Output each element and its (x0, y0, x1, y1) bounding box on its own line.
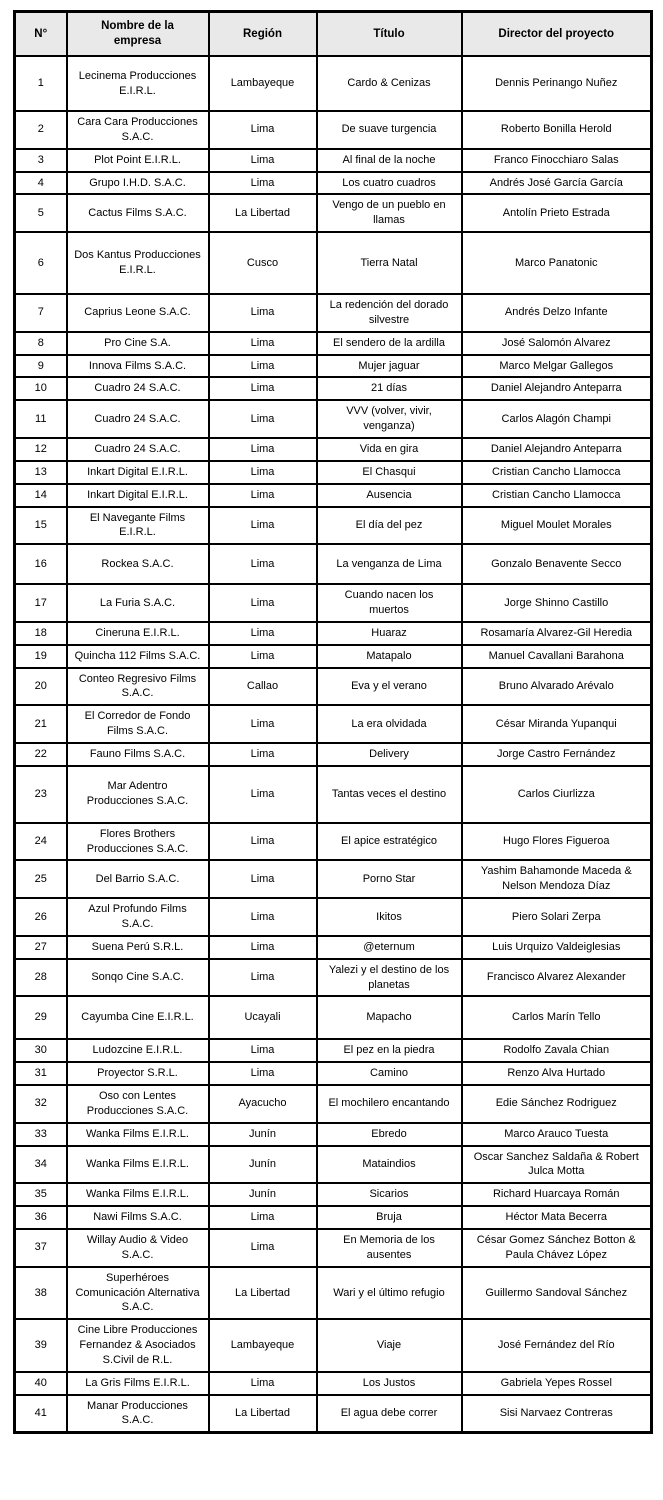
cell-n: 41 (15, 1395, 67, 1433)
cell-titulo: VVV (volver, vivir, venganza) (317, 400, 462, 438)
cell-region: Lima (209, 172, 317, 195)
table-row (15, 332, 652, 355)
cell-director: Renzo Alva Hurtado (462, 1062, 652, 1085)
table-row (15, 484, 652, 507)
cell-empresa: Azul Profundo Films S.A.C. (67, 898, 209, 936)
cell-empresa: Plot Point E.I.R.L. (67, 149, 209, 172)
cell-region: Lima (209, 332, 317, 355)
table-row (15, 355, 652, 378)
cell-n: 13 (15, 461, 67, 484)
cell-n: 36 (15, 1206, 67, 1229)
table-row (15, 149, 652, 172)
cell-region: Lima (209, 1039, 317, 1062)
cell-director: Marco Melgar Gallegos (462, 355, 652, 378)
cell-director: Franco Finocchiaro Salas (462, 149, 652, 172)
table-row (15, 996, 652, 1039)
cell-titulo: La venganza de Lima (317, 544, 462, 584)
cell-director: Rosamaría Alvarez-Gil Heredia (462, 622, 652, 645)
cell-titulo: Matapalo (317, 645, 462, 668)
table-header (15, 12, 652, 57)
table-row (15, 507, 652, 545)
cell-director: Bruno Alvarado Arévalo (462, 668, 652, 706)
cell-director: Carlos Alagón Champi (462, 400, 652, 438)
cell-n: 9 (15, 355, 67, 378)
cell-region: Lima (209, 400, 317, 438)
cell-n: 32 (15, 1085, 67, 1123)
cell-empresa: Proyector S.R.L. (67, 1062, 209, 1085)
cell-n: 12 (15, 438, 67, 461)
cell-region: Lima (209, 111, 317, 149)
cell-titulo: Tantas veces el destino (317, 766, 462, 823)
table-row (15, 1183, 652, 1206)
cell-region: Junín (209, 1123, 317, 1146)
cell-titulo: Sicarios (317, 1183, 462, 1206)
cell-director: Marco Panatonic (462, 232, 652, 294)
cell-titulo: Los Justos (317, 1372, 462, 1395)
cell-region: Lima (209, 705, 317, 743)
cell-region: Lima (209, 743, 317, 766)
cell-empresa: Cuadro 24 S.A.C. (67, 400, 209, 438)
table-row (15, 622, 652, 645)
cell-director: Rodolfo Zavala Chian (462, 1039, 652, 1062)
cell-titulo: En Memoria de los ausentes (317, 1229, 462, 1267)
cell-region: Lima (209, 936, 317, 959)
cell-titulo: Bruja (317, 1206, 462, 1229)
cell-n: 20 (15, 668, 67, 706)
cell-n: 38 (15, 1267, 67, 1320)
cell-titulo: Vida en gira (317, 438, 462, 461)
cell-titulo: Mujer jaguar (317, 355, 462, 378)
cell-n: 16 (15, 544, 67, 584)
cell-n: 33 (15, 1123, 67, 1146)
cell-director: Cristian Cancho Llamocca (462, 461, 652, 484)
cell-empresa: Cine Libre Producciones Fernandez & Asociados S.Civil de R.L. (67, 1319, 209, 1372)
table-row (15, 294, 652, 332)
cell-titulo: Wari y el último refugio (317, 1267, 462, 1320)
cell-n: 8 (15, 332, 67, 355)
cell-region: Lima (209, 355, 317, 378)
cell-director: César Gomez Sánchez Botton & Paula Chávez López (462, 1229, 652, 1267)
cell-region: Lima (209, 377, 317, 400)
cell-titulo: Tierra Natal (317, 232, 462, 294)
cell-region: Lima (209, 294, 317, 332)
column-header-n: N° (15, 12, 67, 57)
cell-region: Lima (209, 544, 317, 584)
cell-titulo: La redención del dorado silvestre (317, 294, 462, 332)
cell-titulo: El día del pez (317, 507, 462, 545)
cell-empresa: Caprius Leone S.A.C. (67, 294, 209, 332)
cell-director: Yashim Bahamonde Maceda & Nelson Mendoza Díaz (462, 860, 652, 898)
cell-empresa: Wanka Films E.I.R.L. (67, 1146, 209, 1184)
cell-region: La Libertad (209, 1267, 317, 1320)
cell-empresa: Wanka Films E.I.R.L. (67, 1183, 209, 1206)
cell-empresa: Grupo I.H.D. S.A.C. (67, 172, 209, 195)
cell-titulo: Los cuatro cuadros (317, 172, 462, 195)
cell-empresa: Inkart Digital E.I.R.L. (67, 484, 209, 507)
table-row (15, 1146, 652, 1184)
cell-n: 11 (15, 400, 67, 438)
cell-n: 4 (15, 172, 67, 195)
cell-region: Lima (209, 461, 317, 484)
cell-director: Carlos Marín Tello (462, 996, 652, 1039)
cell-n: 37 (15, 1229, 67, 1267)
cell-director: Gabriela Yepes Rossel (462, 1372, 652, 1395)
cell-empresa: Suena Perú S.R.L. (67, 936, 209, 959)
cell-region: Lima (209, 584, 317, 622)
cell-director: Jorge Shinno Castillo (462, 584, 652, 622)
cell-n: 39 (15, 1319, 67, 1372)
table-row (15, 544, 652, 584)
cell-empresa: Inkart Digital E.I.R.L. (67, 461, 209, 484)
cell-region: Lambayeque (209, 1319, 317, 1372)
cell-titulo: El sendero de la ardilla (317, 332, 462, 355)
cell-region: Lima (209, 1062, 317, 1085)
cell-n: 10 (15, 377, 67, 400)
table-row (15, 1062, 652, 1085)
cell-empresa: Del Barrio S.A.C. (67, 860, 209, 898)
cell-director: Piero Solari Zerpa (462, 898, 652, 936)
cell-titulo: El agua debe correr (317, 1395, 462, 1433)
cell-n: 2 (15, 111, 67, 149)
column-header-titulo: Título (317, 12, 462, 57)
cell-empresa: Sonqo Cine S.A.C. (67, 959, 209, 997)
cell-titulo: Eva y el verano (317, 668, 462, 706)
cell-titulo: Cuando nacen los muertos (317, 584, 462, 622)
header-row (15, 12, 652, 57)
table-row (15, 56, 652, 111)
cell-director: Manuel Cavallani Barahona (462, 645, 652, 668)
cell-empresa: Dos Kantus Producciones E.I.R.L. (67, 232, 209, 294)
cell-n: 7 (15, 294, 67, 332)
cell-director: Héctor Mata Becerra (462, 1206, 652, 1229)
cell-empresa: La Gris Films E.I.R.L. (67, 1372, 209, 1395)
cell-director: Gonzalo Benavente Secco (462, 544, 652, 584)
cell-empresa: Cuadro 24 S.A.C. (67, 377, 209, 400)
cell-director: Andrés José García García (462, 172, 652, 195)
table-row (15, 1206, 652, 1229)
cell-region: Ucayali (209, 996, 317, 1039)
cell-director: José Salomón Alvarez (462, 332, 652, 355)
cell-n: 5 (15, 194, 67, 232)
table-row (15, 1267, 652, 1320)
cell-titulo: Vengo de un pueblo en llamas (317, 194, 462, 232)
cell-region: Lima (209, 959, 317, 997)
table-row (15, 1039, 652, 1062)
table-row (15, 172, 652, 195)
column-header-region: Región (209, 12, 317, 57)
table-row (15, 705, 652, 743)
table-row (15, 1085, 652, 1123)
cell-n: 27 (15, 936, 67, 959)
cell-region: Callao (209, 668, 317, 706)
cell-region: Ayacucho (209, 1085, 317, 1123)
cell-titulo: La era olvidada (317, 705, 462, 743)
table-row (15, 959, 652, 997)
cell-director: Daniel Alejandro Anteparra (462, 438, 652, 461)
cell-region: Lima (209, 438, 317, 461)
cell-titulo: Viaje (317, 1319, 462, 1372)
cell-empresa: Willay Audio & Video S.A.C. (67, 1229, 209, 1267)
cell-n: 17 (15, 584, 67, 622)
cell-empresa: Mar Adentro Producciones S.A.C. (67, 766, 209, 823)
cell-n: 18 (15, 622, 67, 645)
cell-empresa: Oso con Lentes Producciones S.A.C. (67, 1085, 209, 1123)
cell-empresa: Rockea S.A.C. (67, 544, 209, 584)
cell-empresa: Cuadro 24 S.A.C. (67, 438, 209, 461)
cell-titulo: Mataindios (317, 1146, 462, 1184)
cell-titulo: Ikitos (317, 898, 462, 936)
cell-region: Lima (209, 484, 317, 507)
table-row (15, 860, 652, 898)
table-row (15, 194, 652, 232)
cell-titulo: Cardo & Cenizas (317, 56, 462, 111)
cell-empresa: Nawi Films S.A.C. (67, 1206, 209, 1229)
cell-empresa: Cactus Films S.A.C. (67, 194, 209, 232)
cell-region: Lima (209, 766, 317, 823)
cell-region: La Libertad (209, 194, 317, 232)
table-row (15, 766, 652, 823)
cell-titulo: Yalezi y el destino de los planetas (317, 959, 462, 997)
cell-n: 14 (15, 484, 67, 507)
cell-titulo: El mochilero encantando (317, 1085, 462, 1123)
cell-titulo: El pez en la piedra (317, 1039, 462, 1062)
cell-director: Daniel Alejandro Anteparra (462, 377, 652, 400)
cell-empresa: Flores Brothers Producciones S.A.C. (67, 823, 209, 861)
cell-director: Luis Urquizo Valdeiglesias (462, 936, 652, 959)
cell-n: 15 (15, 507, 67, 545)
table-row (15, 1123, 652, 1146)
cell-region: Lima (209, 823, 317, 861)
table-row (15, 111, 652, 149)
cell-empresa: Cayumba Cine E.I.R.L. (67, 996, 209, 1039)
cell-empresa: Wanka Films E.I.R.L. (67, 1123, 209, 1146)
table-row (15, 936, 652, 959)
table-row (15, 645, 652, 668)
table-row (15, 1372, 652, 1395)
cell-n: 30 (15, 1039, 67, 1062)
cell-director: Marco Arauco Tuesta (462, 1123, 652, 1146)
cell-empresa: Innova Films S.A.C. (67, 355, 209, 378)
cell-region: Lima (209, 1206, 317, 1229)
cell-n: 19 (15, 645, 67, 668)
cell-director: Dennis Perinango Nuñez (462, 56, 652, 111)
cell-n: 40 (15, 1372, 67, 1395)
cell-director: Andrés Delzo Infante (462, 294, 652, 332)
cell-empresa: Fauno Films S.A.C. (67, 743, 209, 766)
cell-region: Cusco (209, 232, 317, 294)
column-header-empresa: Nombre de la empresa (67, 12, 209, 57)
cell-region: Junín (209, 1146, 317, 1184)
cell-region: La Libertad (209, 1395, 317, 1433)
cell-empresa: La Furia S.A.C. (67, 584, 209, 622)
table-row (15, 377, 652, 400)
cell-region: Lima (209, 1229, 317, 1267)
cell-empresa: El Corredor de Fondo Films S.A.C. (67, 705, 209, 743)
cell-titulo: Huaraz (317, 622, 462, 645)
cell-region: Lima (209, 898, 317, 936)
table-row (15, 1395, 652, 1433)
cell-empresa: Cara Cara Producciones S.A.C. (67, 111, 209, 149)
cell-titulo: @eternum (317, 936, 462, 959)
cell-director: José Fernández del Río (462, 1319, 652, 1372)
table-row (15, 1229, 652, 1267)
cell-director: Francisco Alvarez Alexander (462, 959, 652, 997)
table-row (15, 438, 652, 461)
column-header-director: Director del proyecto (462, 12, 652, 57)
cell-director: Cristian Cancho Llamocca (462, 484, 652, 507)
cell-director: Guillermo Sandoval Sánchez (462, 1267, 652, 1320)
cell-titulo: El apice estratégico (317, 823, 462, 861)
cell-empresa: Lecinema Producciones E.I.R.L. (67, 56, 209, 111)
table-row (15, 743, 652, 766)
cell-director: Richard Huarcaya Román (462, 1183, 652, 1206)
cell-region: Lima (209, 507, 317, 545)
cell-titulo: Ebredo (317, 1123, 462, 1146)
cell-n: 26 (15, 898, 67, 936)
cell-director: Jorge Castro Fernández (462, 743, 652, 766)
table-row (15, 232, 652, 294)
cell-empresa: Conteo Regresivo Films S.A.C. (67, 668, 209, 706)
cell-director: Carlos Ciurlizza (462, 766, 652, 823)
cell-region: Lima (209, 645, 317, 668)
table-row (15, 898, 652, 936)
cell-empresa: Cineruna E.I.R.L. (67, 622, 209, 645)
cell-titulo: Delivery (317, 743, 462, 766)
cell-director: César Miranda Yupanqui (462, 705, 652, 743)
table-row (15, 400, 652, 438)
cell-titulo: De suave turgencia (317, 111, 462, 149)
cell-n: 35 (15, 1183, 67, 1206)
table-row (15, 1319, 652, 1372)
cell-region: Lima (209, 1372, 317, 1395)
cell-titulo: Porno Star (317, 860, 462, 898)
cell-n: 22 (15, 743, 67, 766)
cell-n: 3 (15, 149, 67, 172)
cell-director: Antolín Prieto Estrada (462, 194, 652, 232)
cell-titulo: El Chasqui (317, 461, 462, 484)
cell-region: Lambayeque (209, 56, 317, 111)
table-row (15, 823, 652, 861)
cell-n: 34 (15, 1146, 67, 1184)
cell-director: Roberto Bonilla Herold (462, 111, 652, 149)
projects-table (13, 10, 653, 1434)
cell-director: Sisi Narvaez Contreras (462, 1395, 652, 1433)
cell-region: Junín (209, 1183, 317, 1206)
table-body (15, 56, 652, 1433)
cell-director: Miguel Moulet Morales (462, 507, 652, 545)
cell-n: 6 (15, 232, 67, 294)
cell-titulo: Ausencia (317, 484, 462, 507)
cell-empresa: Quincha 112 Films S.A.C. (67, 645, 209, 668)
cell-empresa: Ludozcine E.I.R.L. (67, 1039, 209, 1062)
cell-empresa: Manar Producciones S.A.C. (67, 1395, 209, 1433)
table-row (15, 461, 652, 484)
cell-n: 24 (15, 823, 67, 861)
cell-titulo: Mapacho (317, 996, 462, 1039)
cell-n: 23 (15, 766, 67, 823)
cell-region: Lima (209, 860, 317, 898)
cell-empresa: Superhéroes Comunicación Alternativa S.A.C. (67, 1267, 209, 1320)
cell-n: 1 (15, 56, 67, 111)
cell-n: 21 (15, 705, 67, 743)
cell-titulo: 21 días (317, 377, 462, 400)
cell-n: 28 (15, 959, 67, 997)
cell-director: Edie Sánchez Rodriguez (462, 1085, 652, 1123)
cell-director: Hugo Flores Figueroa (462, 823, 652, 861)
cell-empresa: El Navegante Films E.I.R.L. (67, 507, 209, 545)
cell-titulo: Al final de la noche (317, 149, 462, 172)
table-row (15, 668, 652, 706)
cell-region: Lima (209, 622, 317, 645)
cell-empresa: Pro Cine S.A. (67, 332, 209, 355)
cell-n: 25 (15, 860, 67, 898)
cell-n: 31 (15, 1062, 67, 1085)
cell-titulo: Camino (317, 1062, 462, 1085)
table-row (15, 584, 652, 622)
cell-director: Oscar Sanchez Saldaña & Robert Julca Motta (462, 1146, 652, 1184)
cell-region: Lima (209, 149, 317, 172)
cell-n: 29 (15, 996, 67, 1039)
